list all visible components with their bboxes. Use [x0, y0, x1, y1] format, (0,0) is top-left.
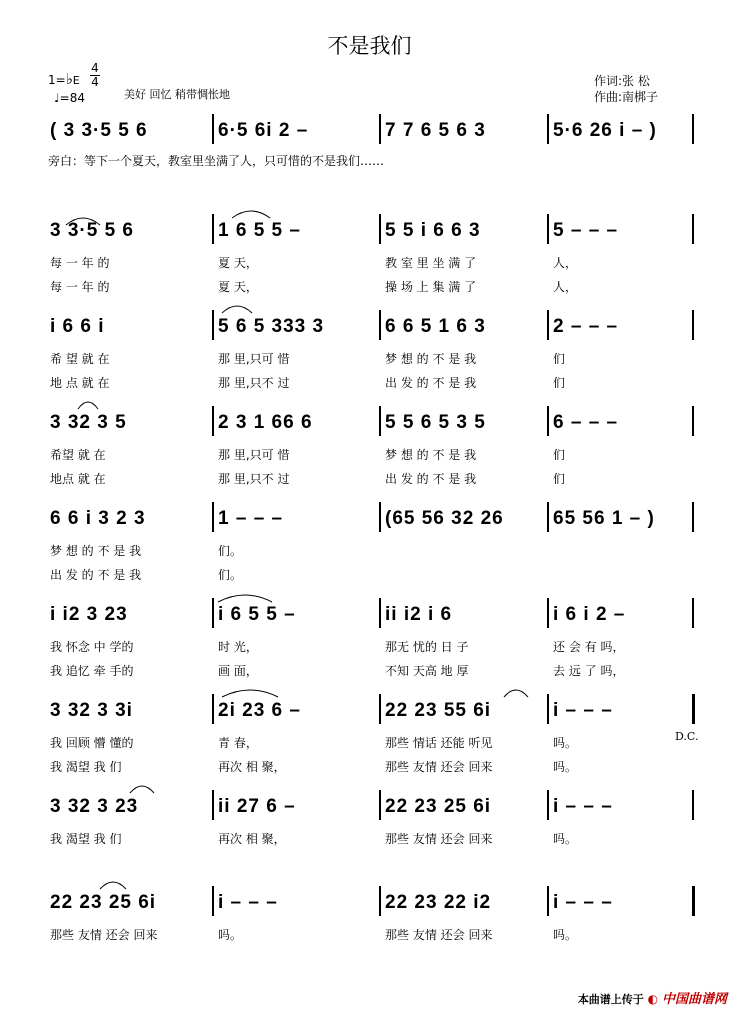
measure-notes: i – – – [553, 700, 613, 721]
quarter-note-icon: ♩ [54, 91, 60, 105]
measure-notes: 6·5 6i 2 – [218, 120, 309, 141]
measure-notes: 1 6 5 5 – [218, 220, 301, 241]
slur-mark [78, 402, 98, 409]
measure-notes: i 6 i 2 – [553, 604, 626, 625]
lyric-text: 们。 [218, 568, 243, 582]
lyric-text: 吗。 [553, 832, 578, 846]
lyric-text: 我 怀念 中 学的 [50, 640, 134, 654]
lyric-text: 那无 忧的 日 子 [385, 640, 469, 654]
slur-mark [130, 786, 154, 793]
site-logo-icon: ◐ [647, 992, 659, 1006]
measure-notes: 5 5 6 5 3 5 [385, 412, 486, 433]
measure-notes: i 6 5 5 – [218, 604, 296, 625]
lyric-text: 们。 [218, 544, 243, 558]
slur-mark [504, 690, 528, 697]
measure-notes: 22 23 25 6i [50, 892, 157, 913]
lyric-text: 吗。 [553, 928, 578, 942]
measure-notes: 5 – – – [553, 220, 619, 241]
measure-notes: 6 – – – [553, 412, 619, 433]
lyric-text: 夏 天， [218, 256, 258, 270]
lyric-text: 们 [553, 448, 566, 462]
lyric-text: 不知 天高 地 厚 [385, 664, 469, 678]
slur-mark [100, 882, 126, 889]
lyric-text: 地 点 就 在 [50, 376, 110, 390]
measure-notes: 6 6 i 3 2 3 [50, 508, 146, 529]
lyric-text: 再次 相 聚， [218, 760, 286, 774]
measure-notes: 3 32 3 3i [50, 700, 133, 721]
lyric-text: 那 里,只可 惜 [218, 352, 290, 366]
lyric-text: 那些 友情 还会 回来 [385, 928, 493, 942]
lyric-text: 青 春， [218, 736, 258, 750]
lyric-text: 每 一 年 的 [50, 256, 110, 270]
time-bottom: 4 [91, 75, 99, 89]
measure-notes: i – – – [553, 796, 613, 817]
lyric-text: 还 会 有 吗， [553, 640, 625, 654]
lyric-text: 那 里,只不 过 [218, 376, 290, 390]
lyric-text: 教 室 里 坐 满 了 [385, 256, 477, 270]
measure-notes: ( 3 3·5 5 6 [50, 120, 148, 141]
measure-notes: (65 56 32 26 [385, 508, 504, 529]
lyric-text: 地点 就 在 [50, 472, 106, 486]
lyric-text: 吗。 [553, 760, 578, 774]
lyric-text: 那 里,只可 惜 [218, 448, 290, 462]
lyric-text: 我 回顾 懵 懂的 [50, 736, 134, 750]
measure-notes: 22 23 22 i2 [385, 892, 492, 913]
lyric-text: 希望 就 在 [50, 448, 106, 462]
measure-notes: 3 3·5 5 6 [50, 220, 134, 241]
lyric-text: 操 场 上 集 满 了 [385, 280, 477, 294]
lyric-text: 时 光， [218, 640, 258, 654]
key-letter: E [72, 74, 80, 87]
key-flat: ♭ [65, 70, 73, 88]
lyric-text: 再次 相 聚， [218, 832, 286, 846]
lyric-text: 人， [553, 280, 578, 294]
slur-mark [66, 218, 100, 225]
measure-notes: 7 7 6 5 6 3 [385, 120, 486, 141]
lyric-text: 我 渴望 我 们 [50, 760, 122, 774]
measure-notes: i i2 3 23 [50, 604, 128, 625]
lyric-text: 那 里,只不 过 [218, 472, 290, 486]
slur-mark [222, 306, 252, 313]
measure-notes: 22 23 25 6i [385, 796, 492, 817]
narration-text: 旁白：等下一个夏天，教室里坐满了人，只可惜的不是我们…… [48, 154, 385, 168]
measure-notes: 1 – – – [218, 508, 284, 529]
lyric-text: 出 发 的 不 是 我 [385, 472, 477, 486]
measure-notes: 5 5 i 6 6 3 [385, 220, 481, 241]
tempo-value: =84 [59, 91, 85, 105]
slur-mark [232, 211, 270, 218]
measure-notes: 2 3 1 66 6 [218, 412, 313, 433]
measure-notes: 2i 23 6 – [218, 700, 301, 721]
measure-notes: 2 – – – [553, 316, 619, 337]
measure-notes: 65 56 1 – ) [553, 508, 655, 529]
lyric-text: 吗。 [218, 928, 243, 942]
lyric-text: 梦 想 的 不 是 我 [50, 544, 142, 558]
lyric-text: 去 远 了 吗， [553, 664, 625, 678]
lyric-text: 那些 友情 还会 回来 [385, 832, 493, 846]
measure-notes: i – – – [553, 892, 613, 913]
footer-credit [578, 988, 727, 1007]
lyric-text: 每 一 年 的 [50, 280, 110, 294]
measure-notes: i – – – [218, 892, 278, 913]
lyricist-credit: 作词:张 松 [594, 74, 650, 88]
measure-notes: ii i2 i 6 [385, 604, 453, 625]
lyric-text: 那些 友情 还会 回来 [385, 760, 493, 774]
measure-notes: ii 27 6 – [218, 796, 296, 817]
measure-notes: 3 32 3 23 [50, 796, 139, 817]
site-logo-text: 中国曲谱网 [661, 992, 727, 1007]
lyric-text: 出 发 的 不 是 我 [50, 568, 142, 582]
measure-notes: 5·6 26 i – ) [553, 120, 657, 141]
measure-notes: 6 6 5 1 6 3 [385, 316, 486, 337]
lyric-text: 我 追忆 牵 手的 [50, 664, 134, 678]
dc-marking: D.C. [675, 730, 699, 743]
time-top: 4 [91, 61, 99, 75]
lyric-text: 画 面， [218, 664, 258, 678]
lyric-text: 们 [553, 376, 566, 390]
measure-notes: i 6 6 i [50, 316, 105, 337]
key-prefix: 1= [48, 73, 66, 87]
footer-text: 本曲谱上传于 [577, 993, 644, 1006]
lyric-text: 吗。 [553, 736, 578, 750]
lyric-text: 希 望 就 在 [50, 352, 110, 366]
lyric-text: 梦 想 的 不 是 我 [385, 352, 477, 366]
lyric-text: 人， [553, 256, 578, 270]
song-title: 不是我们 [327, 34, 412, 58]
lyric-text: 那些 情话 还能 听见 [385, 736, 493, 750]
lyric-text: 梦 想 的 不 是 我 [385, 448, 477, 462]
composer-credit: 作曲:南梆子 [594, 90, 659, 104]
lyric-text: 们 [553, 352, 566, 366]
expression-marking: 美好 回忆 稍带惆怅地 [124, 88, 230, 101]
lyric-text: 们 [553, 472, 566, 486]
lyric-text: 夏 天， [218, 280, 258, 294]
lyric-text: 出 发 的 不 是 我 [385, 376, 477, 390]
measure-notes: 3 32 3 5 [50, 412, 127, 433]
measure-notes: 5 6 5 333 3 [218, 316, 325, 337]
lyric-text: 那些 友情 还会 回来 [50, 928, 158, 942]
slur-mark [218, 595, 272, 602]
slur-mark [222, 690, 278, 697]
lyric-text: 我 渴望 我 们 [50, 832, 122, 846]
measure-notes: 22 23 55 6i [385, 700, 492, 721]
